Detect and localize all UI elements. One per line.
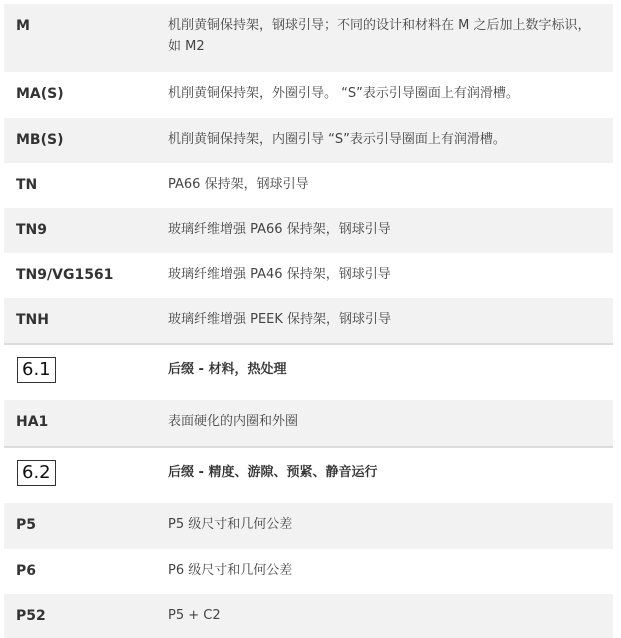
suffix-description: 玻璃纤维增强 PA46 保持架，钢球引导 [168, 267, 391, 282]
section-title: 后缀 - 材料，热处理 [168, 362, 287, 377]
section-number-badge: 6.2 [17, 460, 56, 486]
section-header-row [4, 343, 613, 400]
table-row [4, 208, 613, 253]
section-number-cell [4, 345, 159, 400]
suffix-description: P6 级尺寸和几何公差 [168, 563, 293, 578]
suffix-code: TNH [16, 312, 49, 328]
table-row [4, 549, 613, 594]
suffix-description: 机削黄铜保持架，钢球引导；不同的设计和材料在 M 之后加上数字标识，如 M2 [168, 18, 591, 54]
suffix-code: TN9/VG1561 [16, 267, 114, 283]
suffix-description: 机削黄铜保持架，内圈引导 “S”表示引导圈面上有润滑槽。 [168, 132, 506, 147]
table-row [4, 72, 613, 118]
suffix-description: 机削黄铜保持架，外圈引导。 “S”表示引导圈面上有润滑槽。 [168, 86, 519, 101]
bearing-suffix-table [4, 4, 613, 638]
section-header-row [4, 446, 613, 503]
table-row [4, 4, 613, 72]
suffix-description: PA66 保持架，钢球引导 [168, 177, 309, 192]
suffix-description: P5 级尺寸和几何公差 [168, 517, 293, 532]
table-row [4, 594, 613, 638]
suffix-description: 玻璃纤维增强 PA66 保持架，钢球引导 [168, 222, 391, 237]
suffix-description: 表面硬化的内圈和外圈 [168, 414, 299, 429]
section-number-cell [4, 448, 159, 503]
suffix-code: P52 [16, 608, 46, 624]
table-row [4, 118, 613, 163]
section-title: 后缀 - 精度、游隙、预紧、静音运行 [168, 465, 378, 480]
table-row [4, 253, 613, 298]
suffix-code: TN [16, 177, 38, 193]
suffix-code: TN9 [16, 222, 48, 238]
suffix-code: MA(S) [16, 86, 64, 102]
suffix-code: M [16, 18, 30, 34]
section-number-badge: 6.1 [17, 357, 56, 383]
table-row [4, 163, 613, 208]
suffix-description: 玻璃纤维增强 PEEK 保持架，钢球引导 [168, 312, 392, 327]
suffix-code: P5 [16, 517, 37, 533]
table-row [4, 400, 613, 446]
table-row [4, 503, 613, 549]
suffix-description: P5 + C2 [168, 608, 221, 623]
suffix-code: MB(S) [16, 132, 64, 148]
suffix-code: P6 [16, 563, 37, 579]
suffix-code: HA1 [16, 414, 49, 430]
table-row [4, 298, 613, 343]
